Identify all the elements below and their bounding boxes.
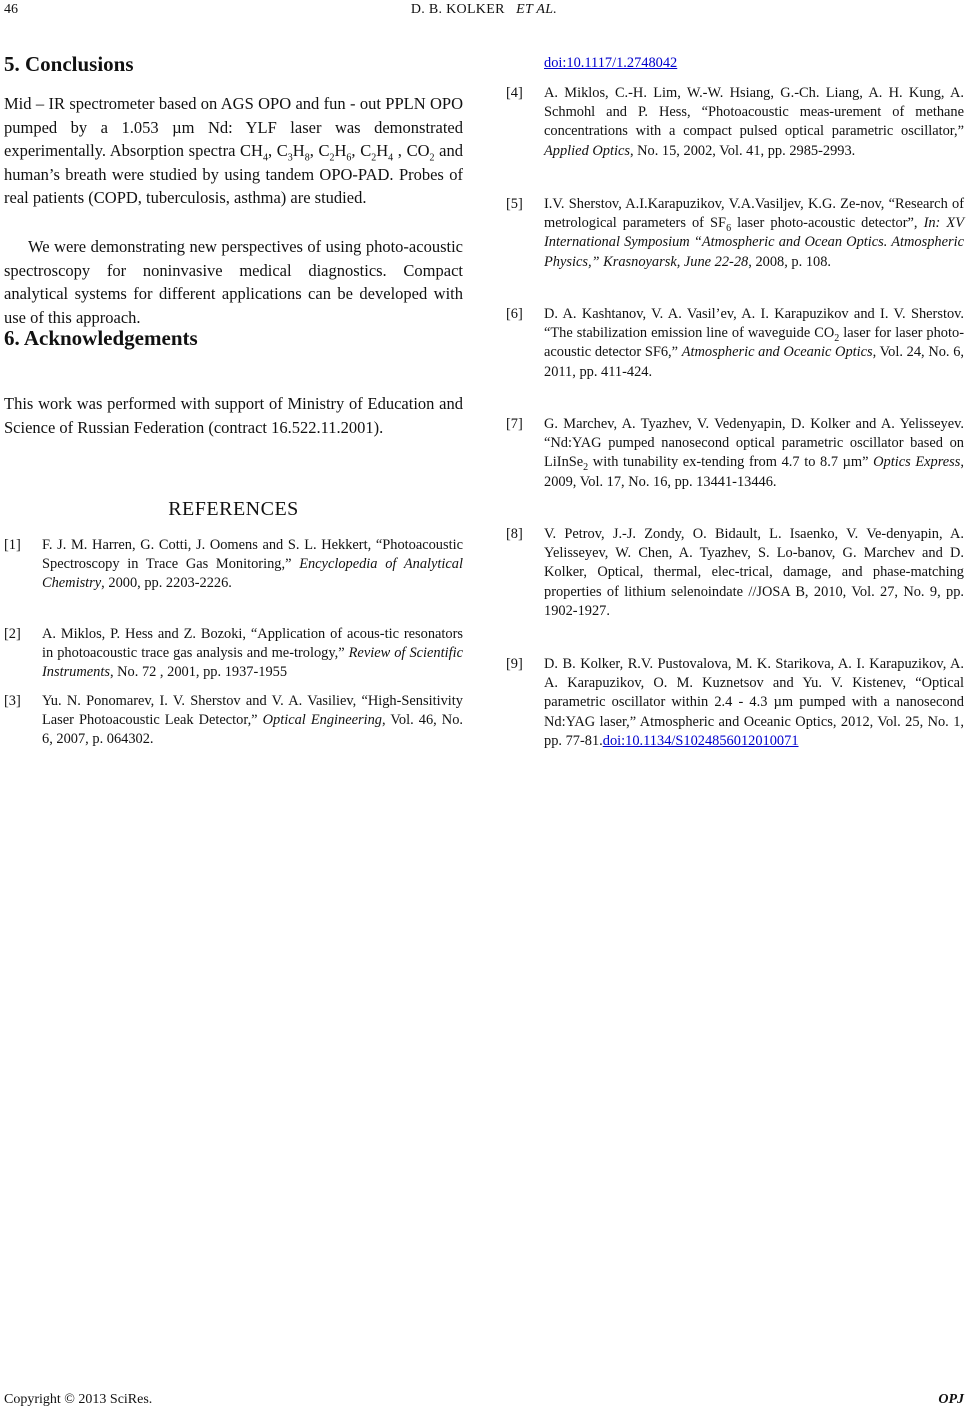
conclusions-paragraph-1: Mid – IR spectrometer based on AGS OPO and fun - out PPLN OPO pumped by a 1.053 µm Nd: YLF laser was demonstrated experimentally. Absorption spectra $CH_4$, $C_3H_8$, $C_2H_6$, $C_2H_4$ , $CO_2$ and human’s breath were studied by using tandem OPO-PAD. Probes of real patients (COPD, tuberculosis, asthma) are studied.	[4, 94, 463, 207]
reference-2: [2] A. Miklos, P. Hess and Z. Bozoki, “Application of acous-tic resonators in photoacoustic trace gas analysis and me-trology,” Review of Scientific Instruments, No. 72 , 2001, pp. 1937-1955	[4, 626, 463, 681]
conclusions-heading: 5. Conclusions	[4, 52, 134, 76]
conclusions-paragraph-2: We were demonstrating new perspectives of using photo-acoustic spectroscopy for noninvasive medical diagnostics. Compact analytical systems for different applications can be developed with use of this approach.	[4, 237, 463, 327]
running-title-etal: ET AL.	[516, 2, 558, 17]
acknowledgements-heading: 6. Acknowledgements	[4, 326, 198, 350]
reference-5: [5] I.V. Sherstov, A.I.Karapuzikov, V.A.Vasiljev, K.G. Ze-nov, “Research of metrological parameters of $SF_6$ laser photo-acoustic detector”, In: XV International Symposium “Atmospheric and Ocean Optics. Atmospheric Physics,” Krasnoyarsk, June 22-28, 2008, p. 108.	[506, 196, 964, 270]
reference-8: [8] V. Petrov, J.-J. Zondy, O. Bidault, L. Isaenko, V. Ve-denyapin, A. Yelisseyev, W. Chen, A. Tyazhev, S. Lo-banov, G. Marchev and D. Kolker, Optical, thermal, elec-trical, damage, and phase-matching properties of lithium selenoindate //JOSA B, 2010, Vol. 27, No. 9, pp. 1902-1927.	[506, 526, 964, 619]
running-title-author: D. B. KOLKER	[410, 2, 505, 17]
reference-1: [1] F. J. M. Harren, G. Cotti, J. Oomens and S. L. Hekkert, “Photoacoustic Spectroscopy in Trace Gas Monitoring,” Encyclopedia of Analytical Chemistry, 2000, pp. 2203-2226.	[4, 537, 463, 592]
reference-3-continued	[506, 54, 964, 73]
reference-3: [3] Yu. N. Ponomarev, I. V. Sherstov and V. A. Vasiliev, “High-Sensitivity Laser Photoacoustic Leak Detector,” Optical Engineering, Vol. 46, No. 6, 2007, p. 064302.	[4, 693, 463, 748]
acknowledgements-text: This work was performed with support of Ministry of Education and Science of Russian Federation (contract 16.522.11.2001).	[4, 394, 463, 437]
reference-9: [9] D. B. Kolker, R.V. Pustovalova, M. K. Starikova, A. I. Karapuzikov, A. A. Karapuzikov, O. M. Kuznetsov and Yu. V. Kistenev, “Optical parametric oscillator within 2.4 - 4.3 µm pumped with a nanosecond Nd:YAG laser,” Atmospheric and Oceanic Optics, 2012, Vol. 25, No. 1, pp. 77-81.doi:10.1134/S1024856012010071	[506, 656, 964, 749]
reference-9-doi-link[interactable]: doi:10.1134/S1024856012010071	[602, 732, 799, 749]
reference-3-doi-link[interactable]: doi:10.1117/1.2748042	[544, 55, 678, 71]
footer-copyright: Copyright © 2013 SciRes.	[4, 1392, 153, 1407]
reference-6: [6] D. A. Kashtanov, V. A. Vasil’ev, A. I. Karapuzikov and I. V. Sherstov. “The stabilization emission line of waveguide $CO_2$ laser for laser photo-acoustic detector SF6,” Atmospheric and Oceanic Optics, Vol. 24, No. 6, 2011, pp. 411-424.	[506, 306, 964, 380]
references-heading: REFERENCES	[168, 498, 299, 520]
page-number: 46	[4, 2, 18, 17]
footer-journal: OPJ	[938, 1392, 964, 1407]
reference-4: [4] A. Miklos, C.-H. Lim, W.-W. Hsiang, G.-Ch. Liang, A. H. Kung, A. Schmohl and P. Hess, “Photoacoustic meas-urement of methane concentrations with a compact pulsed optical parametric oscillator,” Applied Optics, No. 15, 2002, Vol. 41, pp. 2985-2993.	[506, 85, 964, 159]
running-title	[0, 2, 968, 18]
reference-7: [7] G. Marchev, A. Tyazhev, V. Vedenyapin, D. Kolker and A. Yelisseyev. “Nd:YAG pumped nanosecond optical parametric oscillator based on LiInSe$_2$ with tunability ex-tending from 4.7 to 8.7 µm” Optics Express, 2009, Vol. 17, No. 16, pp. 13441-13446.	[506, 416, 964, 490]
